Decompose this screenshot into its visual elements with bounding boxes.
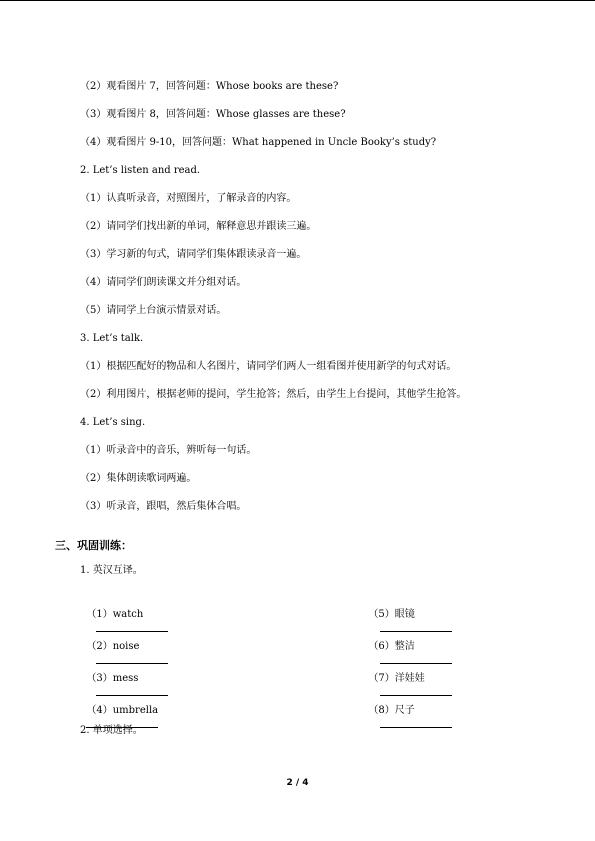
vocab-term: （5）眼镜	[368, 609, 415, 620]
text-line: 4. Let’s sing.	[80, 417, 146, 428]
text-line: （3）学习新的句式，请同学们集体跟读录音一遍。	[80, 249, 307, 260]
section-heading: 三、巩固训练：	[55, 539, 132, 552]
text-line: （3）观看图片 8，回答问题：Whose glasses are these?	[80, 109, 346, 120]
text-line: （4）观看图片 9-10，回答问题：What happened in Uncle Booky’s study?	[80, 137, 437, 148]
text-line: （2）请同学们找出新的单词，解释意思并跟读三遍。	[80, 221, 317, 232]
text-line: （1）根据匹配好的物品和人名图片，请同学们两人一组看图并使用新学的句式对话。	[80, 361, 457, 372]
text-line: （5）请同学上台演示情景对话。	[80, 305, 227, 316]
text-line: 3. Let’s talk.	[80, 333, 144, 344]
answer-blank[interactable]	[380, 717, 452, 728]
vocab-term: （2）noise	[86, 641, 140, 652]
vocab-term: （1）watch	[86, 609, 144, 620]
text-line: 2. Let’s listen and read.	[80, 165, 201, 176]
exercise-title: 2. 单项选择。	[80, 725, 143, 736]
top-border	[0, 0, 595, 1]
page-number: 2 / 4	[286, 778, 309, 788]
vocab-term: （6）整洁	[368, 641, 415, 652]
vocab-term: （8）尺子	[368, 705, 415, 716]
vocab-item	[362, 693, 452, 732]
text-line: （3）听录音，跟唱，然后集体合唱。	[80, 501, 247, 512]
vocab-term: （3）mess	[86, 673, 139, 684]
vocab-term: （4）umbrella	[86, 705, 159, 716]
text-line: （4）请同学们朗读课文并分组对话。	[80, 277, 247, 288]
text-line: （1）听录音中的音乐，辨听每一句话。	[80, 445, 257, 456]
text-line: （1）认真听录音，对照图片，了解录音的内容。	[80, 193, 297, 204]
text-line: （2）观看图片 7，回答问题：Whose books are these?	[80, 81, 339, 92]
text-line: （2）利用图片，根据老师的提问，学生抢答；然后，由学生上台提问，其他学生抢答。	[80, 389, 467, 400]
text-line: （2）集体朗读歌词两遍。	[80, 473, 197, 484]
vocab-term: （7）洋娃娃	[368, 673, 425, 684]
exercise-title: 1. 英汉互译。	[80, 565, 143, 576]
